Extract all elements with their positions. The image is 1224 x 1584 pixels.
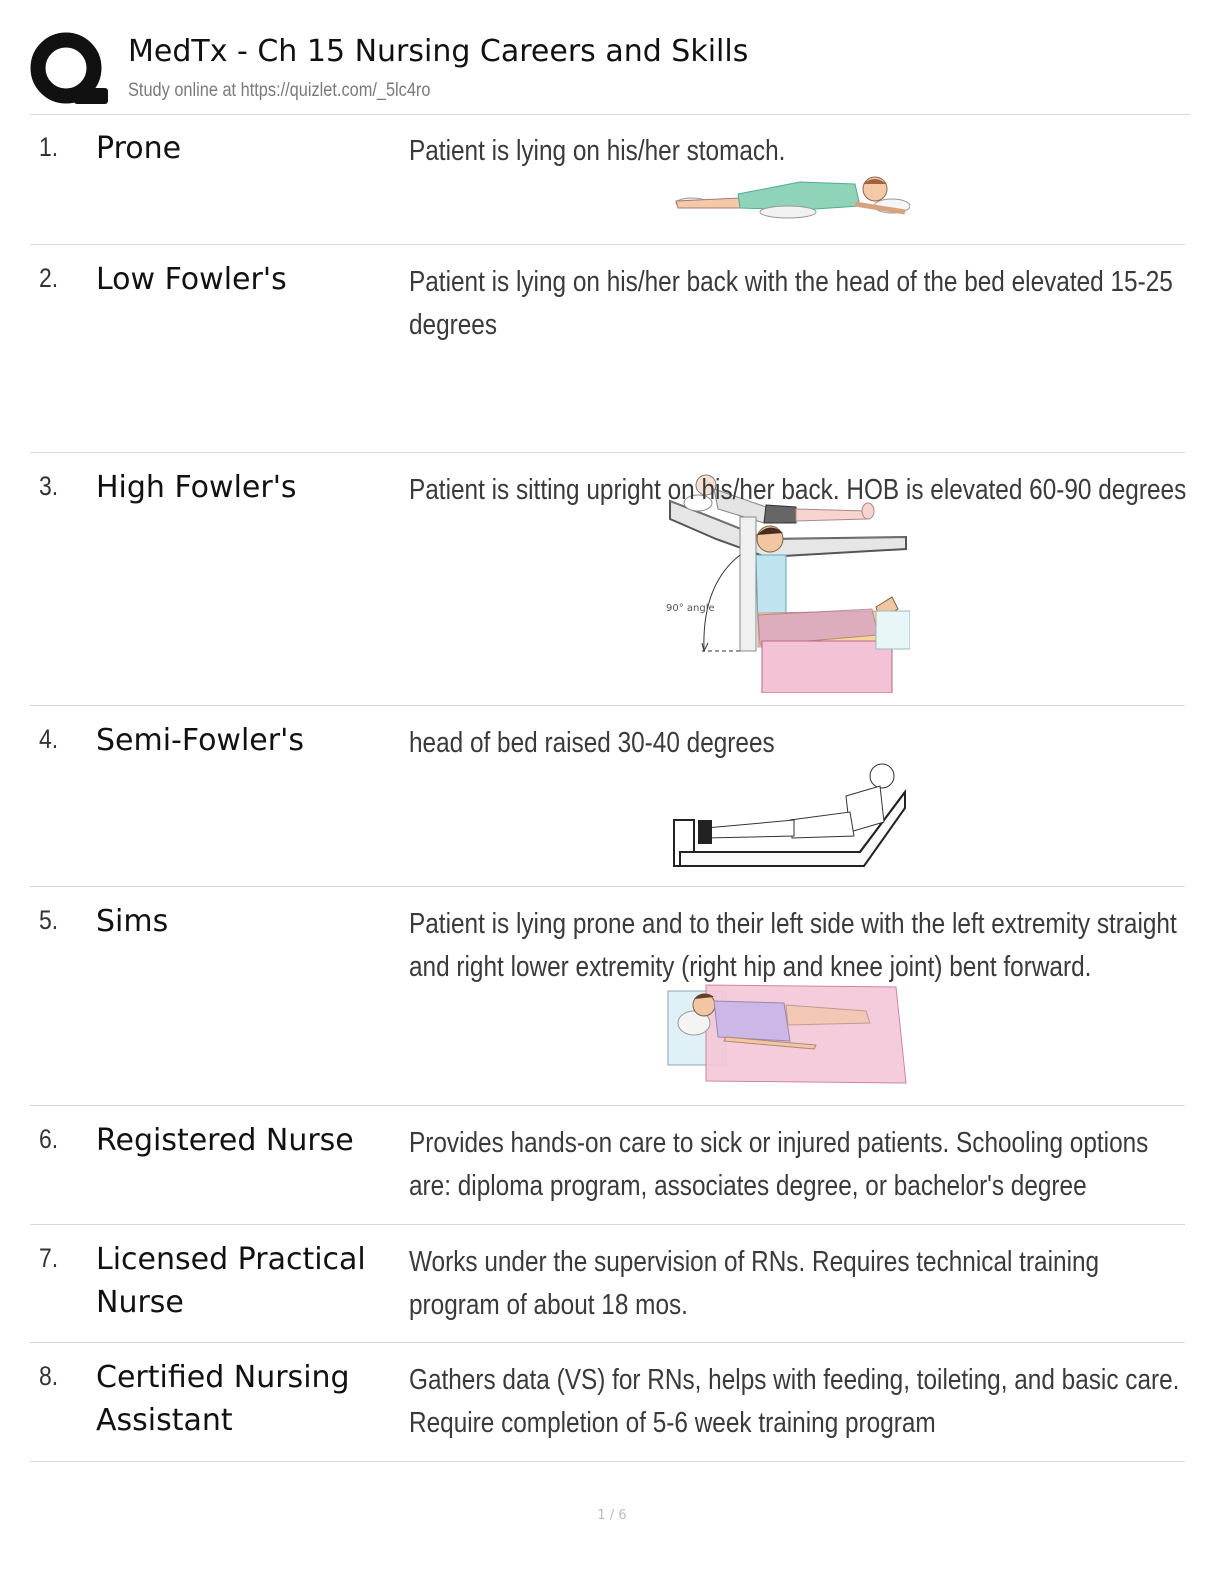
page-number: 1 / 6 <box>597 1508 627 1523</box>
card-term: Sims <box>96 904 169 939</box>
angle-label: 90° angle <box>666 603 715 614</box>
card-definition: head of bed raised 30-40 degrees <box>409 727 775 759</box>
card-definition: Provides hands-on care to sick or injured patients. Schooling options are: diploma program, associates degree, or bachelor's degree <box>409 1127 1149 1202</box>
document-title: MedTx - Ch 15 Nursing Careers and Skills <box>128 34 749 69</box>
quizlet-logo-icon <box>30 30 110 110</box>
card-number: 8. <box>39 1361 59 1391</box>
card-definition: Patient is sitting upright on his/her back. HOB is elevated 60-90 degrees <box>409 474 1187 506</box>
flashcard-row <box>30 1343 1185 1462</box>
card-term: Semi-Fowler's <box>96 723 304 758</box>
page-header <box>30 28 1190 115</box>
semi-fowlers-position-illustration <box>670 762 910 870</box>
card-number: 6. <box>39 1124 59 1154</box>
flashcard-row <box>30 1106 1185 1225</box>
prone-position-illustration <box>670 174 910 228</box>
flashcard-row <box>30 453 1185 706</box>
card-term: Low Fowler's <box>96 262 287 297</box>
card-term: Prone <box>96 131 182 166</box>
card-number: 4. <box>39 724 59 754</box>
card-term: Licensed Practical Nurse <box>96 1242 366 1320</box>
card-number: 2. <box>39 263 59 293</box>
card-number: 1. <box>39 132 59 162</box>
card-term: Registered Nurse <box>96 1123 354 1158</box>
card-number: 5. <box>39 905 59 935</box>
card-definition: Patient is lying prone and to their left side with the left extremity straight and right lower extremity (right hip and knee joint) bent forward. <box>409 908 1177 983</box>
card-definition: Works under the supervision of RNs. Requires technical training program of about 18 mos. <box>409 1246 1100 1321</box>
flashcard-list <box>30 114 1185 1462</box>
flashcard-row <box>30 245 1185 453</box>
flashcard-row <box>30 1225 1185 1343</box>
card-definition: Patient is lying on his/her back with the head of the bed elevated 15-25 degrees <box>409 266 1173 341</box>
flashcard-row <box>30 706 1185 887</box>
flashcard-row <box>30 114 1185 245</box>
card-term: High Fowler's <box>96 470 297 505</box>
card-term: Certified Nursing Assistant <box>96 1360 350 1438</box>
card-definition: Gathers data (VS) for RNs, helps with feeding, toileting, and basic care. Require completion of 5-6 week training program <box>409 1364 1180 1439</box>
sims-position-illustration <box>666 983 910 1085</box>
flashcard-row <box>30 887 1185 1106</box>
card-number: 3. <box>39 471 59 501</box>
card-number: 7. <box>39 1243 59 1273</box>
card-definition: Patient is lying on his/her stomach. <box>409 135 786 167</box>
high-fowlers-position-illustration <box>662 515 910 693</box>
study-online-link[interactable]: Study online at https://quizlet.com/_5lc4ro <box>128 80 431 101</box>
